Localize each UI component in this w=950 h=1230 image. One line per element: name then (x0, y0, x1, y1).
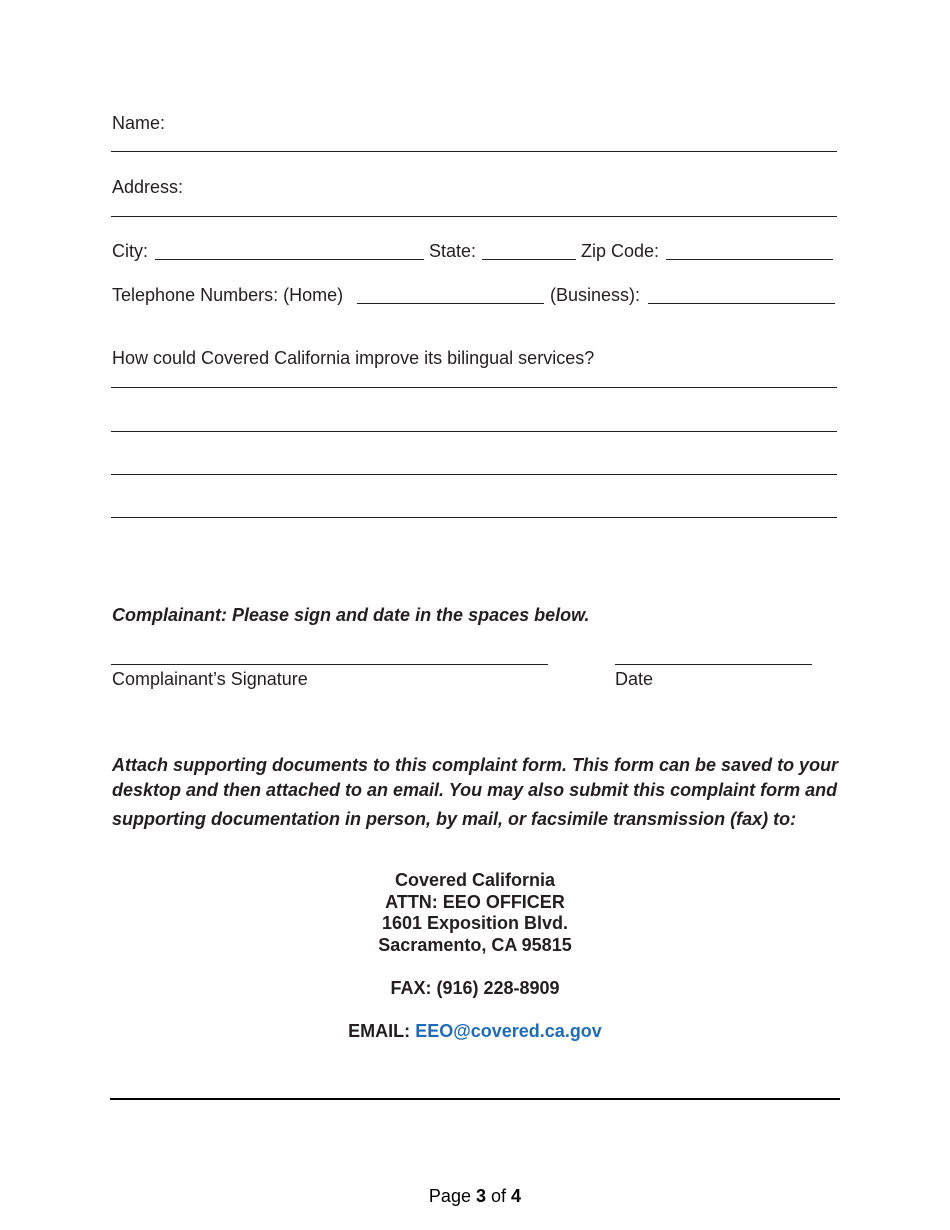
city-label: City: (112, 241, 148, 261)
state-field-line[interactable] (482, 259, 576, 260)
instructions-line-3: supporting documentation in person, by mail, or facsimile transmission (fax) to: (112, 809, 797, 829)
total-pages: 4 (511, 1186, 522, 1206)
address-field-line[interactable] (111, 216, 837, 217)
telephone-business-label: (Business): (550, 285, 641, 305)
address-line-attn: ATTN: EEO OFFICER (385, 892, 565, 912)
telephone-home-label: Telephone Numbers: (Home) (112, 285, 344, 305)
telephone-business-field-line[interactable] (648, 303, 835, 304)
bilingual-services-question: How could Covered California improve its bilingual services? (112, 348, 595, 368)
signature-field-line[interactable] (111, 664, 548, 665)
current-page: 3 (475, 1186, 486, 1206)
address-line-organization: Covered California (394, 870, 556, 890)
footer-separator (110, 1098, 840, 1100)
answer-line-3[interactable] (111, 474, 837, 475)
signature-instruction: Complainant: Please sign and date in the spaces below. (112, 605, 590, 625)
address-label: Address: (112, 177, 184, 197)
state-label: State: (429, 241, 477, 261)
of-word: of (491, 1186, 507, 1206)
instructions-line-1: Attach supporting documents to this complaint form. This form can be saved to your (112, 755, 839, 775)
page-word: Page (428, 1186, 471, 1206)
date-label: Date (615, 669, 654, 689)
signature-label: Complainant’s Signature (112, 669, 308, 689)
zip-code-field-line[interactable] (666, 259, 833, 260)
answer-line-1[interactable] (111, 387, 837, 388)
address-line-street: 1601 Exposition Blvd. (381, 913, 569, 933)
date-field-line[interactable] (615, 664, 812, 665)
answer-line-2[interactable] (111, 431, 837, 432)
email-line (0, 1021, 950, 1042)
page-number (0, 1186, 950, 1207)
zip-code-label: Zip Code: (581, 241, 660, 261)
answer-line-4[interactable] (111, 517, 837, 518)
email-link[interactable]: EEO@covered.ca.gov (415, 1021, 602, 1041)
email-label: EMAIL: (348, 1021, 411, 1041)
fax-number: FAX: (916) 228-8909 (390, 978, 560, 998)
telephone-home-field-line[interactable] (357, 303, 544, 304)
name-label: Name: (112, 113, 166, 133)
name-field-line[interactable] (111, 151, 837, 152)
instructions-line-2: desktop and then attached to an email. You may also submit this complaint form and (112, 780, 838, 800)
address-line-city: Sacramento, CA 95815 (378, 935, 572, 955)
city-field-line[interactable] (155, 259, 424, 260)
